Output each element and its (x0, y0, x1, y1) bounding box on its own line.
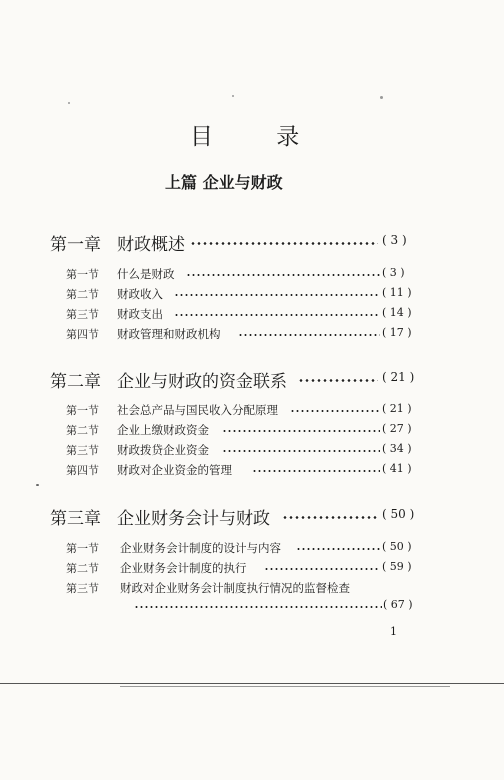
page-ref: ( 41 ) (382, 462, 412, 475)
section-title: 社会总产品与国民收入分配原理 (117, 403, 278, 417)
section-entry (0, 402, 504, 424)
page-ref: ( 34 ) (382, 442, 412, 455)
bottom-rule-shadow (120, 686, 450, 687)
dot-leader (238, 334, 380, 336)
section-title: 企业上缴财政资金 (117, 423, 209, 437)
section-number: 第一节 (66, 542, 99, 555)
section-title: 财政对企业资金的管理 (117, 463, 232, 477)
page-ref: ( 11 ) (382, 286, 412, 299)
dot-leader (134, 606, 382, 608)
page-ref: ( 67 ) (383, 598, 413, 611)
dot-leader (290, 410, 380, 412)
section-number: 第四节 (66, 464, 99, 477)
section-entry (0, 540, 504, 562)
page-ref: ( 50 ) (382, 507, 415, 521)
section-title: 财政支出 (117, 307, 163, 321)
chapter-number: 第二章 (50, 372, 101, 392)
section-entry-continuation (0, 598, 504, 620)
section-entry (0, 266, 504, 288)
chapter-title: 企业财务会计与财政 (117, 509, 270, 529)
dot-leader (174, 294, 380, 296)
section-entry (0, 442, 504, 464)
section-title: 财政管理和财政机构 (117, 327, 221, 341)
dot-leader (174, 314, 380, 316)
section-number: 第二节 (66, 562, 99, 575)
dot-leader (264, 568, 380, 570)
dot-leader (252, 470, 380, 472)
dot-leader (298, 379, 378, 382)
page-ref: ( 59 ) (382, 560, 412, 573)
scan-speck (68, 102, 70, 104)
section-title: 企业财务会计制度的设计与内容 (120, 541, 281, 555)
section-entry (0, 286, 504, 308)
page-ref: ( 3 ) (382, 266, 405, 279)
section-number: 第三节 (66, 308, 99, 321)
section-title: 财政收入 (117, 287, 163, 301)
section-number: 第二节 (66, 288, 99, 301)
page-ref: ( 21 ) (382, 402, 412, 415)
part-subtitle: 上篇 企业与财政 (165, 173, 283, 192)
page-ref: ( 21 ) (382, 370, 415, 384)
section-title: 什么是财政 (117, 267, 175, 281)
chapter-number: 第三章 (50, 509, 101, 529)
section-number: 第一节 (66, 404, 99, 417)
page-ref: ( 17 ) (382, 326, 412, 339)
section-entry (0, 560, 504, 582)
dot-leader (190, 242, 378, 245)
section-entry (0, 326, 504, 348)
chapter-title: 财政概述 (117, 235, 185, 255)
dot-leader (282, 516, 378, 519)
section-number: 第二节 (66, 424, 99, 437)
scan-speck (232, 95, 234, 97)
section-number: 第三节 (66, 444, 99, 457)
dot-leader (222, 450, 380, 452)
chapter-entry (0, 367, 504, 392)
dot-leader (222, 430, 380, 432)
dot-leader (296, 548, 380, 550)
chapter-entry (0, 230, 504, 255)
chapter-entry (0, 504, 504, 529)
page-ref: ( 50 ) (382, 540, 412, 553)
chapter-title: 企业与财政的资金联系 (117, 372, 287, 392)
section-title: 财政对企业财务会计制度执行情况的监督检查 (120, 581, 350, 595)
scan-speck (36, 484, 39, 486)
section-entry (0, 422, 504, 444)
section-number: 第四节 (66, 328, 99, 341)
section-title: 财政拨贷企业资金 (117, 443, 209, 457)
toc-title: 目 录 (190, 124, 328, 150)
section-number: 第三节 (66, 582, 99, 595)
page-number: 1 (390, 625, 397, 638)
section-title: 企业财务会计制度的执行 (120, 561, 247, 575)
chapter-number: 第一章 (50, 235, 101, 255)
page-ref: ( 27 ) (382, 422, 412, 435)
page-ref: ( 14 ) (382, 306, 412, 319)
section-entry (0, 306, 504, 328)
section-number: 第一节 (66, 268, 99, 281)
dot-leader (186, 274, 380, 276)
bottom-rule (0, 683, 504, 684)
section-entry (0, 462, 504, 484)
page-ref: ( 3 ) (382, 233, 407, 247)
scan-speck (380, 96, 383, 99)
